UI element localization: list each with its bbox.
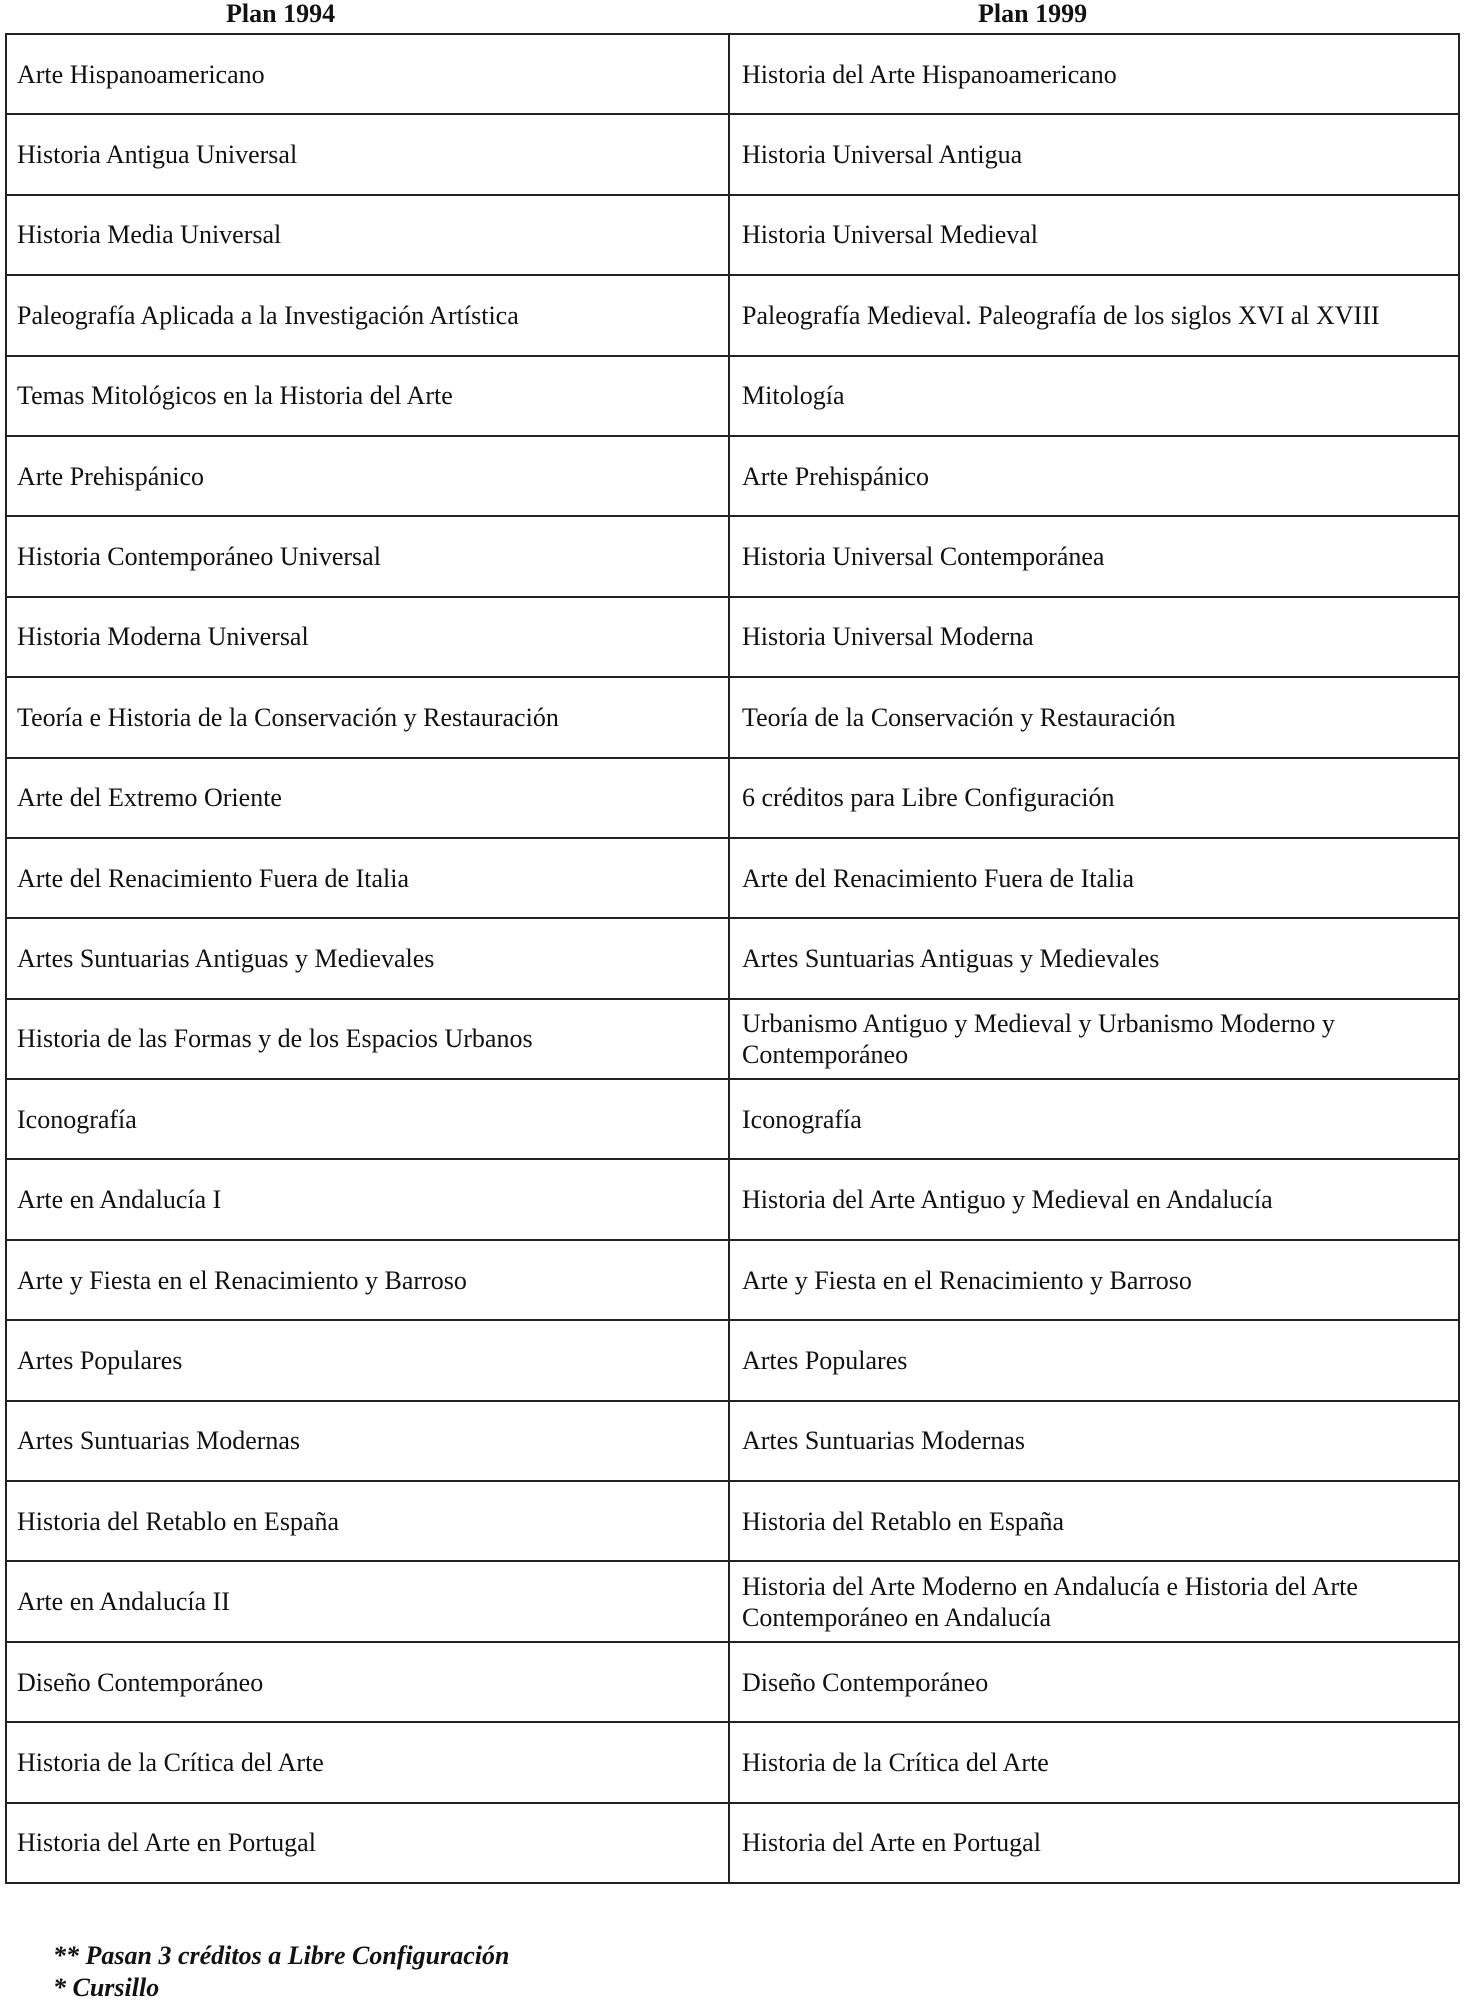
plan-1994-cell: Historia Media Universal: [7, 196, 730, 276]
table-row: [7, 1804, 1460, 1884]
table-row: [7, 35, 1460, 115]
table-row: [7, 517, 1460, 597]
plan-1999-cell: Teoría de la Conservación y Restauración: [730, 678, 1460, 758]
plan-1999-cell: Historia Universal Contemporánea: [730, 517, 1460, 597]
plan-1994-cell: Iconografía: [7, 1080, 730, 1160]
plan-1999-cell: Iconografía: [730, 1080, 1460, 1160]
plan-1994-cell: Arte y Fiesta en el Renacimiento y Barroso: [7, 1241, 730, 1321]
plan-1994-cell: Historia Contemporáneo Universal: [7, 517, 730, 597]
plan-1999-cell: Urbanismo Antiguo y Medieval y Urbanismo Moderno y Contemporáneo: [730, 1000, 1460, 1080]
table-row: [7, 839, 1460, 919]
plan-1999-cell: Arte Prehispánico: [730, 437, 1460, 517]
plan-1994-cell: Arte en Andalucía I: [7, 1160, 730, 1240]
plan-1999-cell: Artes Suntuarias Antiguas y Medievales: [730, 919, 1460, 999]
plan-1994-cell: Historia de la Crítica del Arte: [7, 1723, 730, 1803]
table-row: [7, 1723, 1460, 1803]
footnote-single-asterisk: * Cursillo: [53, 1973, 160, 2002]
plan-1994-cell: Teoría e Historia de la Conservación y Restauración: [7, 678, 730, 758]
table-row: [7, 1000, 1460, 1080]
plan-1999-cell: Historia del Arte Hispanoamericano: [730, 35, 1460, 115]
plan-1999-cell: Arte del Renacimiento Fuera de Italia: [730, 839, 1460, 919]
table-row: [7, 115, 1460, 195]
table-row: [7, 1321, 1460, 1401]
plan-1994-cell: Arte del Extremo Oriente: [7, 759, 730, 839]
plan-1999-cell: 6 créditos para Libre Configuración: [730, 759, 1460, 839]
table-row: [7, 357, 1460, 437]
table-row: [7, 1080, 1460, 1160]
table-row: [7, 678, 1460, 758]
table-row: [7, 1241, 1460, 1321]
plan-1994-cell: Historia del Arte en Portugal: [7, 1804, 730, 1884]
plan-1994-cell: Arte en Andalucía II: [7, 1562, 730, 1642]
plan-1999-cell: Historia de la Crítica del Arte: [730, 1723, 1460, 1803]
plan-1994-cell: Historia Moderna Universal: [7, 598, 730, 678]
plan-1999-cell: Historia del Retablo en España: [730, 1482, 1460, 1562]
table-row: [7, 598, 1460, 678]
plan-1994-cell: Arte Prehispánico: [7, 437, 730, 517]
header-plan-1994: Plan 1994: [226, 0, 336, 28]
plan-1999-cell: Historia Universal Moderna: [730, 598, 1460, 678]
plan-1999-cell: Artes Suntuarias Modernas: [730, 1402, 1460, 1482]
table-row: [7, 196, 1460, 276]
plan-1999-cell: Historia del Arte en Portugal: [730, 1804, 1460, 1884]
table-row: [7, 1643, 1460, 1723]
plan-1999-cell: Historia del Arte Antiguo y Medieval en Andalucía: [730, 1160, 1460, 1240]
table-row: [7, 1160, 1460, 1240]
plan-equivalence-table: [5, 33, 1460, 1884]
plan-1999-cell: Artes Populares: [730, 1321, 1460, 1401]
plan-1999-cell: Historia Universal Medieval: [730, 196, 1460, 276]
plan-1999-cell: Historia Universal Antigua: [730, 115, 1460, 195]
column-headers: [0, 0, 1471, 32]
plan-1999-cell: Arte y Fiesta en el Renacimiento y Barroso: [730, 1241, 1460, 1321]
plan-1994-cell: Artes Populares: [7, 1321, 730, 1401]
footnote-double-asterisk: ** Pasan 3 créditos a Libre Configuración: [53, 1941, 510, 1970]
table-row: [7, 276, 1460, 356]
plan-1994-cell: Temas Mitológicos en la Historia del Arte: [7, 357, 730, 437]
plan-1994-cell: Historia de las Formas y de los Espacios Urbanos: [7, 1000, 730, 1080]
table-row: [7, 1482, 1460, 1562]
plan-1994-cell: Arte del Renacimiento Fuera de Italia: [7, 839, 730, 919]
plan-1994-cell: Arte Hispanoamericano: [7, 35, 730, 115]
table-row: [7, 919, 1460, 999]
table-row: [7, 1402, 1460, 1482]
plan-1994-cell: Historia del Retablo en España: [7, 1482, 730, 1562]
plan-1999-cell: Paleografía Medieval. Paleografía de los siglos XVI al XVIII: [730, 276, 1460, 356]
plan-1994-cell: Diseño Contemporáneo: [7, 1643, 730, 1723]
plan-1994-cell: Artes Suntuarias Modernas: [7, 1402, 730, 1482]
plan-1999-cell: Mitología: [730, 357, 1460, 437]
plan-1994-cell: Paleografía Aplicada a la Investigación Artística: [7, 276, 730, 356]
table-row: [7, 1562, 1460, 1642]
table-row: [7, 759, 1460, 839]
table-row: [7, 437, 1460, 517]
footnotes: [53, 1940, 509, 2004]
plan-1999-cell: Historia del Arte Moderno en Andalucía e Historia del Arte Contemporáneo en Andalucía: [730, 1562, 1460, 1642]
plan-1999-cell: Diseño Contemporáneo: [730, 1643, 1460, 1723]
plan-1994-cell: Artes Suntuarias Antiguas y Medievales: [7, 919, 730, 999]
plan-1994-cell: Historia Antigua Universal: [7, 115, 730, 195]
header-plan-1999: Plan 1999: [978, 0, 1088, 28]
